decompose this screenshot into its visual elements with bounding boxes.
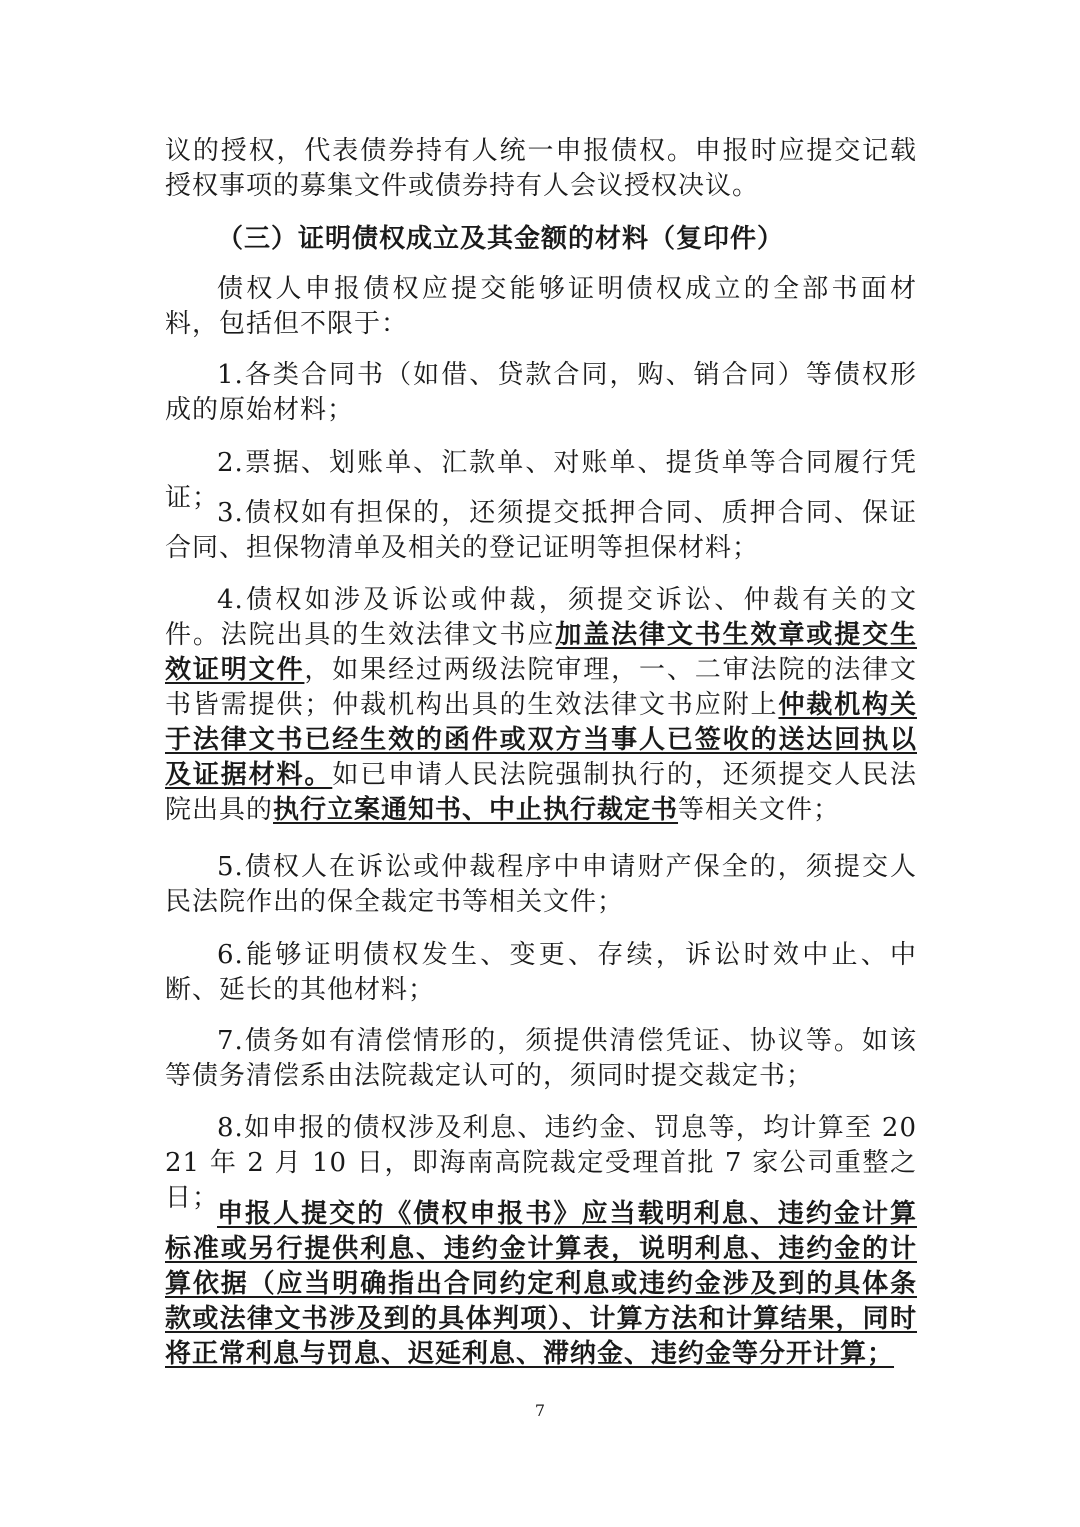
list-item-1: 1.各类合同书（如借、贷款合同，购、销合同）等债权形成的原始材料； xyxy=(165,360,917,425)
item-4-underlined-a: 加盖法律文书生效章或提交生效证明文件 xyxy=(165,620,917,685)
item-4-text-b: ，如果经过两级法院审理，一、二审法院的法律文书皆需提供；仲裁机构出具的生效法律文书应附上 xyxy=(165,655,917,720)
item-4-text-d: 等相关文件； xyxy=(678,795,841,825)
intro-paragraph: 议的授权，代表债券持有人统一申报债权。申报时应提交记载授权事项的募集文件或债券持有人会议授权决议。 xyxy=(165,136,917,201)
list-item-4 xyxy=(165,583,917,828)
list-item-2: 2.票据、划账单、汇款单、对账单、提货单等合同履行凭证； xyxy=(165,448,917,513)
underlined-paragraph: 申报人提交的《债权申报书》应当载明利息、违约金计算标准或另行提供利息、违约金计算表，说明利息、违约金的计算依据（应当明确指出合同约定利息或违约金涉及到的具体条款或法律文书涉及到的具体判项）、计算方法和计算结果，同时将正常利息与罚息、迟延利息、滞纳金、违约金等分开计算； xyxy=(165,1199,917,1369)
list-item-8: 8.如申报的债权涉及利息、违约金、罚息等，均计算至 2021 年 2 月 10 日，即海南高院裁定受理首批 7 家公司重整之日； xyxy=(165,1113,917,1213)
list-item-3: 3.债权如有担保的，还须提交抵押合同、质押合同、保证合同、担保物清单及相关的登记证明等担保材料； xyxy=(165,498,917,563)
item-4-underlined-c: 执行立案通知书、中止执行裁定书 xyxy=(273,795,679,825)
item-4-text-c: 如已申请人民法院强制执行的，还须提交人民法院出具的 xyxy=(165,760,917,825)
item-4-underlined-b: 仲裁机构关于法律文书已经生效的函件或双方当事人已签收的送达回执以及证据材料。 xyxy=(165,690,917,790)
item-4-text-a: 4.债权如涉及诉讼或仲裁，须提交诉讼、仲裁有关的文件。法院出具的生效法律文书应 xyxy=(165,585,917,650)
list-item-5: 5.债权人在诉讼或仲裁程序中申请财产保全的，须提交人民法院作出的保全裁定书等相关文件； xyxy=(165,852,917,917)
section-heading: （三）证明债权成立及其金额的材料（复印件） xyxy=(217,224,785,254)
page-number: 7 xyxy=(534,1401,546,1420)
list-item-6: 6.能够证明债权发生、变更、存续，诉讼时效中止、中断、延长的其他材料； xyxy=(165,940,917,1005)
general-paragraph: 债权人申报债权应提交能够证明债权成立的全部书面材料，包括但不限于： xyxy=(165,274,917,339)
list-item-7: 7.债务如有清偿情形的，须提供清偿凭证、协议等。如该等债务清偿系由法院裁定认可的，须同时提交裁定书； xyxy=(165,1026,917,1091)
